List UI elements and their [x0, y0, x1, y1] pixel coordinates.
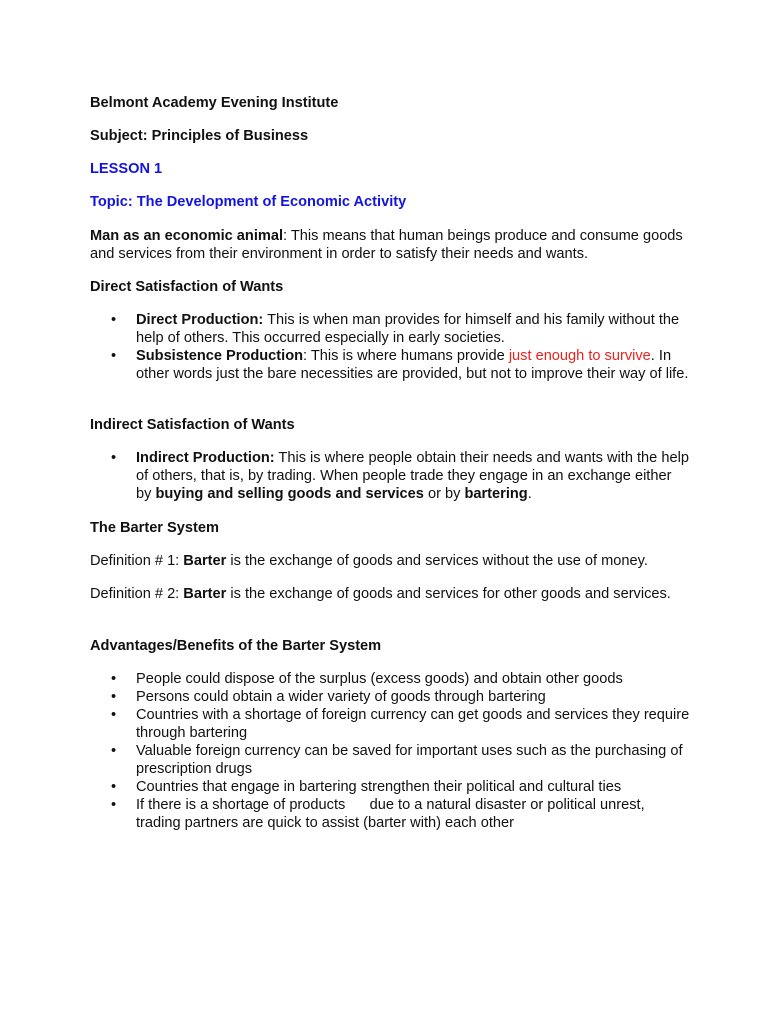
advantages-list — [90, 670, 690, 832]
lesson-heading: LESSON 1 — [90, 161, 163, 177]
list-item — [90, 742, 690, 778]
list-item-bold-phrase: buying and selling goods and services — [155, 486, 424, 502]
bullet-icon: • — [111, 707, 117, 723]
list-item-text: This is when man provides for himself and his family without the help of others. This occurred especially in early societies. — [136, 312, 680, 346]
list-item — [90, 796, 690, 832]
list-item — [90, 311, 690, 347]
list-item-text: . In other words just the bare necessities are provided, but not to improve their way of life. — [136, 348, 689, 382]
bullet-icon: • — [111, 743, 117, 759]
definition-2 — [90, 585, 690, 603]
list-item — [90, 778, 690, 796]
definition-body: is the exchange of goods and services without the use of money. — [226, 553, 648, 569]
list-item-text: People could dispose of the surplus (excess goods) and obtain other goods — [136, 671, 623, 687]
list-item-text: Valuable foreign currency can be saved for important uses such as the purchasing of prescription drugs — [136, 743, 683, 777]
definition-label: Definition # 2: — [90, 586, 184, 602]
list-item — [90, 449, 690, 503]
list-item-text: If there is a shortage of products due to a natural disaster or political unrest, trading partners are quick to assist (barter with) each other — [136, 797, 649, 831]
list-item-term: Subsistence Production — [136, 348, 304, 364]
topic-heading: Topic: The Development of Economic Activity — [90, 194, 407, 210]
list-item-text: Persons could obtain a wider variety of goods through bartering — [136, 689, 546, 705]
indirect-satisfaction-list — [90, 449, 690, 503]
advantages-heading: Advantages/Benefits of the Barter System — [90, 638, 382, 654]
barter-system-heading: The Barter System — [90, 520, 219, 536]
list-item-text: Countries with a shortage of foreign currency can get goods and services they require through bartering — [136, 707, 690, 741]
indirect-satisfaction-heading: Indirect Satisfaction of Wants — [90, 417, 295, 433]
institute-title: Belmont Academy Evening Institute — [90, 95, 339, 111]
definition-text — [183, 585, 690, 603]
list-item-text: . — [527, 486, 532, 502]
list-item — [90, 688, 690, 706]
bullet-icon: • — [111, 450, 117, 466]
direct-satisfaction-heading: Direct Satisfaction of Wants — [90, 279, 284, 295]
definition-term: Barter — [183, 553, 227, 569]
list-item — [90, 706, 690, 742]
bullet-icon: • — [111, 348, 117, 364]
list-item — [90, 347, 690, 383]
list-item-term: Indirect Production: — [136, 450, 275, 466]
subject-line: Subject: Principles of Business — [90, 128, 309, 144]
list-item-text: This is where people obtain their needs and wants with the help of others, that is, by trading. When people trade they engage in an exchange either by — [136, 450, 689, 502]
list-item-text: Countries that engage in bartering strengthen their political and cultural ties — [136, 779, 622, 795]
bullet-icon: • — [111, 689, 117, 705]
direct-satisfaction-list — [90, 311, 690, 383]
list-item-text: : This is where humans provide — [303, 348, 509, 364]
bullet-icon: • — [111, 312, 117, 328]
intro-term: Man as an economic animal — [90, 228, 284, 244]
bullet-icon: • — [111, 779, 117, 795]
definition-1 — [90, 552, 690, 570]
list-item-term: Direct Production: — [136, 312, 264, 328]
intro-paragraph — [90, 227, 690, 263]
definition-body: is the exchange of goods and services for other goods and services. — [226, 586, 671, 602]
definition-term: Barter — [183, 586, 227, 602]
definition-text — [183, 552, 690, 570]
list-item-bold-phrase: bartering — [464, 486, 528, 502]
bullet-icon: • — [111, 797, 117, 813]
list-item — [90, 670, 690, 688]
highlighted-phrase: just enough to survive — [508, 348, 651, 364]
intro-text: : This means that human beings produce and consume goods and services from their environment in order to satisfy their needs and wants. — [90, 228, 683, 262]
definition-label: Definition # 1: — [90, 553, 184, 569]
bullet-icon: • — [111, 671, 117, 687]
list-item-text: or by — [423, 486, 465, 502]
